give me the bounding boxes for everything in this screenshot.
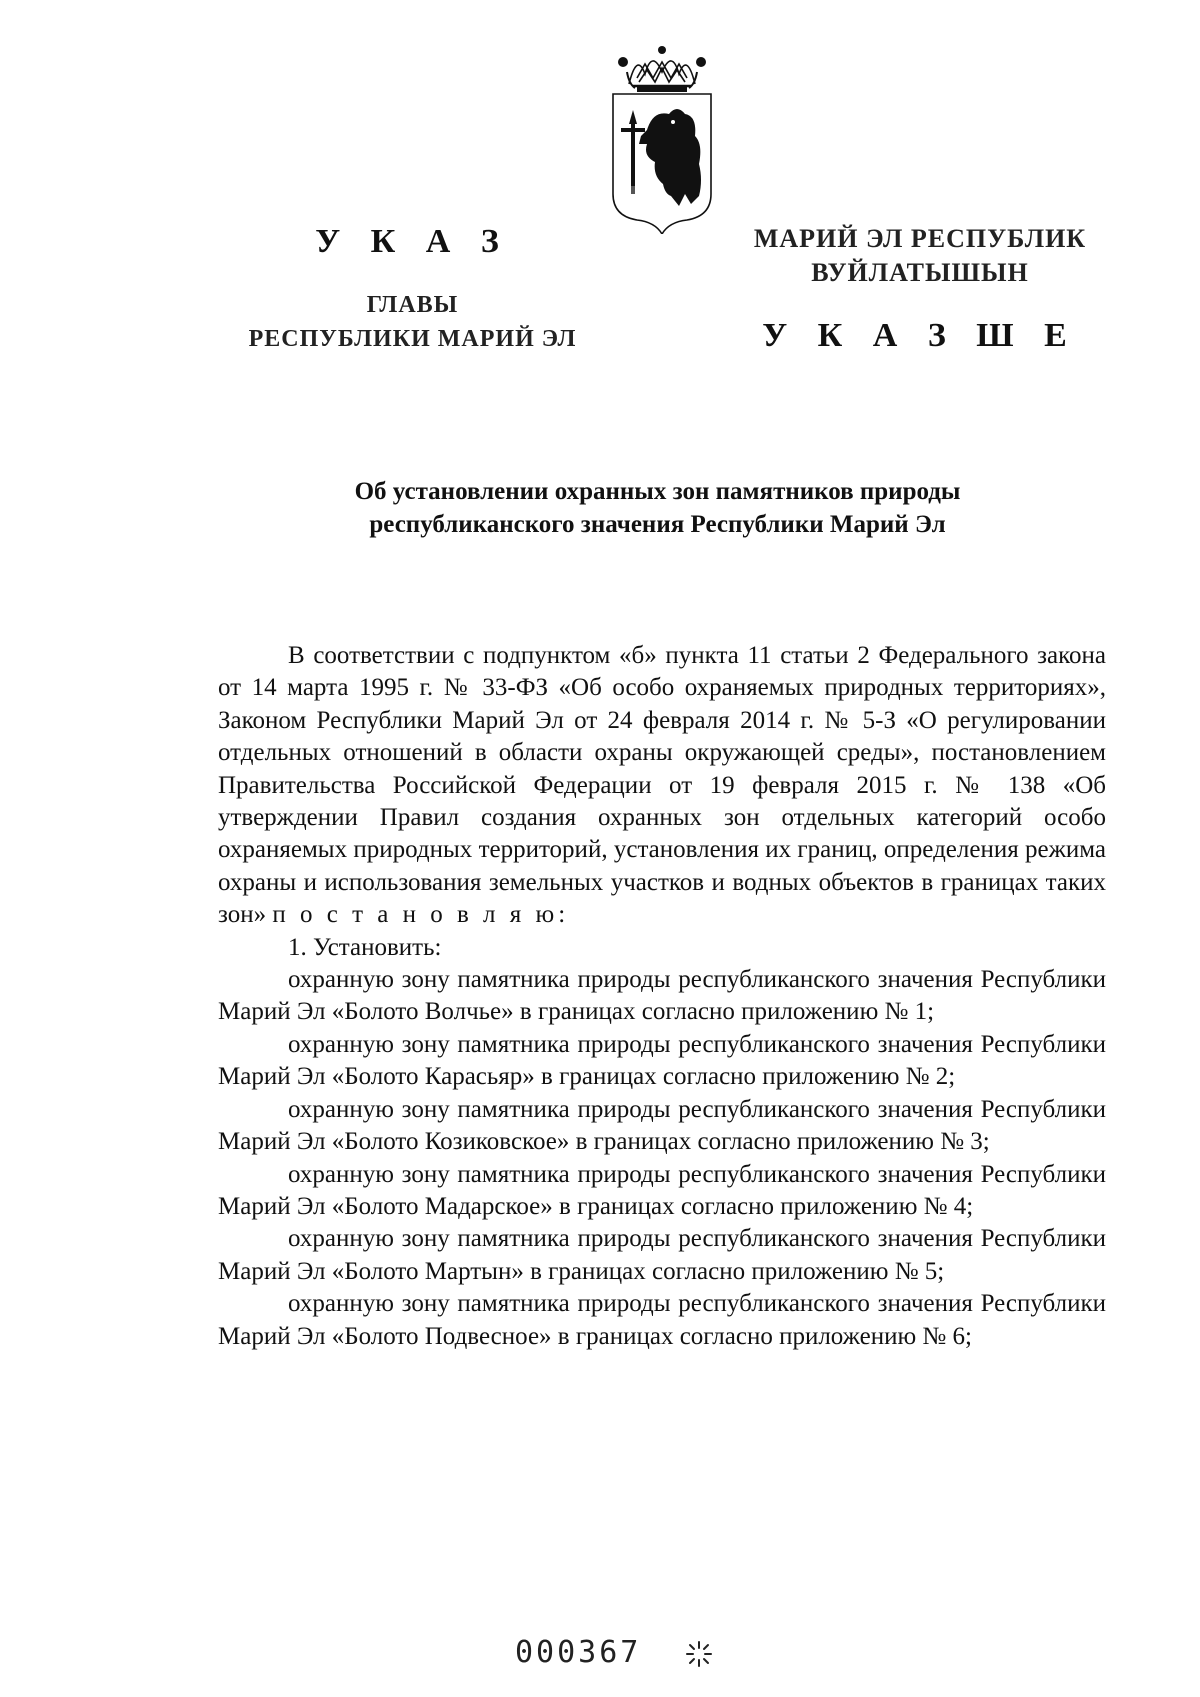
header-ukaz: У К А З — [315, 223, 510, 260]
zone-item-5: охранную зону памятника природы республиканского значения Республики Марий Эл «Болото Мартын» в границах согласно приложению № 5; — [218, 1225, 1106, 1285]
header-ukazshe: У К А З Ш Е — [762, 317, 1078, 354]
header-right-line1: МАРИЙ ЭЛ РЕСПУБЛИК — [753, 224, 1087, 253]
title-line2: республиканского значения Республики Марий Эл — [369, 511, 946, 538]
serial-number: 000367 — [515, 1635, 642, 1670]
zone-item-3: охранную зону памятника природы республиканского значения Республики Марий Эл «Болото Козиковское» в границах согласно приложению № 3; — [218, 1095, 1106, 1156]
bear-shield-icon — [607, 44, 717, 234]
preamble-text: В соответствии с подпунктом «б» пункта 11 статьи 2 Федерального закона от 14 марта 1995 г. № 33-ФЗ «Об особо охраняемых природных территориях», Законом Республики Марий Эл от 24 февраля 2014 г. № 5-З «О регулировании отдельных отношений в области охраны окружающей среды», постановлением Правительства Российской Федерации от 19 февраля 2015 г. № 138 «Об утверждении Правил создания охранных зон отдельных категорий особо охраняемых природных территорий, установления их границ, определения режима охраны и использования земельных участков и водных объектов в границах таких зон» — [218, 642, 1106, 929]
snowflake-mark-icon — [685, 1640, 713, 1668]
zone-item-4: охранную зону памятника природы республиканского значения Республики Марий Эл «Болото Мадарское» в границах согласно приложению № 4; — [218, 1160, 1106, 1220]
title-line1: Об установлении охранных зон памятников природы — [354, 478, 961, 505]
zone-item-1: охранную зону памятника природы республиканского значения Республики Марий Эл «Болото Волчье» в границах согласно приложению № 1; — [218, 966, 1106, 1026]
decree-word: п о с т а н о в л я ю: — [272, 901, 570, 929]
header-right — [720, 222, 1120, 356]
header-left-line2: РЕСПУБЛИКИ МАРИЙ ЭЛ — [248, 326, 577, 352]
zone-item-2: охранную зону памятника природы республиканского значения Республики Марий Эл «Болото Карасьяр» в границах согласно приложению № 2; — [218, 1030, 1106, 1091]
document-title — [215, 475, 1100, 541]
document-body — [218, 640, 1106, 1353]
header-right-line2: ВУЙЛАТЫШЫН — [811, 258, 1029, 287]
header-left-line1: ГЛАВЫ — [366, 292, 459, 318]
preamble-paragraph — [218, 640, 1106, 932]
zone-item-6: охранную зону памятника природы республиканского значения Республики Марий Эл «Болото Подвесное» в границах согласно приложению № 6; — [218, 1290, 1106, 1350]
coat-of-arms-emblem — [607, 44, 717, 234]
header-left — [215, 222, 610, 356]
item-1: 1. Установить: — [288, 933, 442, 961]
